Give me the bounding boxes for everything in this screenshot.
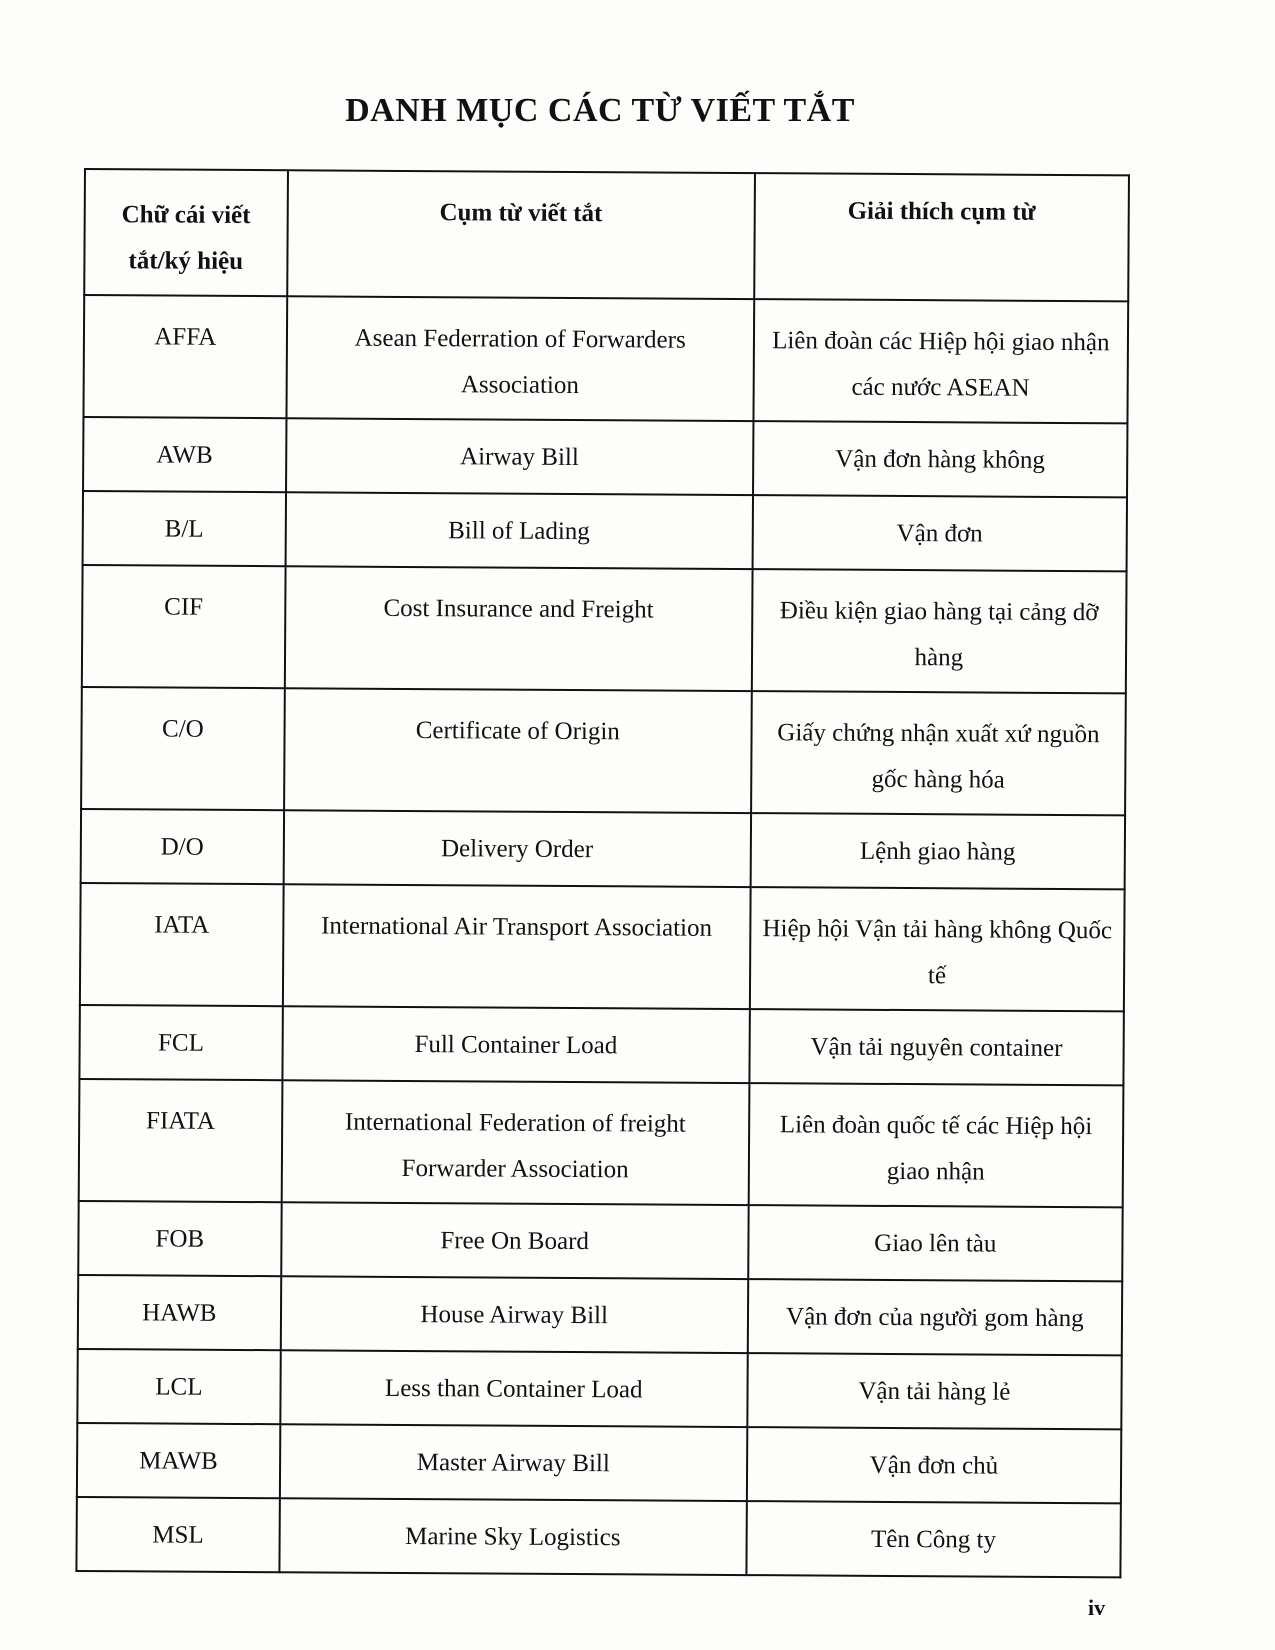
table-row bbox=[77, 1349, 1121, 1429]
phrase-cell: International Federation of freight Forwarder Association bbox=[281, 1080, 749, 1205]
page-number: iv bbox=[1088, 1595, 1106, 1620]
abbr-cell: AWB bbox=[83, 417, 286, 492]
abbr-cell: B/L bbox=[83, 491, 286, 566]
meaning-cell: Điều kiện giao hàng tại cảng dỡ hàng bbox=[752, 569, 1127, 693]
table-row bbox=[81, 809, 1125, 889]
abbr-cell: D/O bbox=[81, 809, 284, 884]
meaning-cell: Vận tải nguyên container bbox=[749, 1009, 1124, 1085]
table-row bbox=[83, 491, 1127, 571]
phrase-cell: Less than Container Load bbox=[280, 1350, 748, 1427]
meaning-cell: Giao lên tàu bbox=[748, 1205, 1123, 1281]
phrase-cell: Free On Board bbox=[281, 1202, 749, 1279]
meaning-cell: Vận đơn của người gom hàng bbox=[748, 1279, 1123, 1355]
abbr-cell: AFFA bbox=[83, 295, 286, 418]
abbr-cell: FCL bbox=[79, 1005, 282, 1080]
abbr-cell: FIATA bbox=[79, 1079, 282, 1202]
table-row bbox=[83, 295, 1128, 423]
table-row bbox=[76, 1497, 1120, 1577]
abbreviation-table bbox=[75, 168, 1130, 1578]
phrase-cell: International Air Transport Association bbox=[283, 884, 751, 1009]
phrase-cell: Certificate of Origin bbox=[284, 688, 752, 813]
table-row bbox=[78, 1201, 1122, 1281]
table-row bbox=[80, 883, 1125, 1011]
abbr-cell: HAWB bbox=[78, 1275, 281, 1350]
table-row bbox=[79, 1079, 1124, 1207]
abbr-cell: IATA bbox=[80, 883, 283, 1006]
table-header-row bbox=[84, 169, 1129, 301]
meaning-cell: Liên đoàn các Hiệp hội giao nhận các nước ASEAN bbox=[753, 299, 1128, 423]
abbr-cell: C/O bbox=[81, 687, 284, 810]
phrase-cell: House Airway Bill bbox=[280, 1276, 748, 1353]
table-row bbox=[79, 1005, 1123, 1085]
meaning-cell: Tên Công ty bbox=[746, 1501, 1121, 1577]
meaning-cell: Vận tải hàng lẻ bbox=[747, 1353, 1122, 1429]
abbr-cell: LCL bbox=[77, 1349, 280, 1424]
meaning-cell: Hiệp hội Vận tải hàng không Quốc tế bbox=[750, 887, 1125, 1011]
phrase-cell: Bill of Lading bbox=[285, 492, 753, 569]
table-row bbox=[81, 687, 1126, 815]
page-title: DANH MỤC CÁC TỪ VIẾT TẮT bbox=[345, 92, 855, 129]
meaning-cell: Vận đơn hàng không bbox=[753, 421, 1128, 497]
phrase-cell: Airway Bill bbox=[286, 418, 754, 495]
table-row bbox=[82, 565, 1127, 693]
table-row bbox=[78, 1275, 1122, 1355]
abbr-cell: FOB bbox=[78, 1201, 281, 1276]
phrase-cell: Full Container Load bbox=[282, 1006, 750, 1083]
header-meaning: Giải thích cụm từ bbox=[754, 173, 1129, 301]
meaning-cell: Vận đơn chủ bbox=[747, 1427, 1122, 1503]
header-abbr: Chữ cái viết tắt/ký hiệu bbox=[84, 169, 287, 296]
table-row bbox=[77, 1423, 1121, 1503]
header-phrase: Cụm từ viết tắt bbox=[287, 170, 755, 299]
abbr-cell: MAWB bbox=[77, 1423, 280, 1498]
phrase-cell: Marine Sky Logistics bbox=[279, 1498, 747, 1575]
abbr-cell: MSL bbox=[76, 1497, 279, 1572]
phrase-cell: Cost Insurance and Freight bbox=[285, 566, 753, 691]
phrase-cell: Delivery Order bbox=[283, 810, 751, 887]
meaning-cell: Vận đơn bbox=[752, 495, 1127, 571]
meaning-cell: Liên đoàn quốc tế các Hiệp hội giao nhận bbox=[748, 1083, 1123, 1207]
phrase-cell: Master Airway Bill bbox=[280, 1424, 748, 1501]
phrase-cell: Asean Federration of Forwarders Association bbox=[286, 296, 754, 421]
meaning-cell: Lệnh giao hàng bbox=[750, 813, 1125, 889]
abbr-cell: CIF bbox=[82, 565, 285, 688]
meaning-cell: Giấy chứng nhận xuất xứ nguồn gốc hàng hóa bbox=[751, 691, 1126, 815]
table-row bbox=[83, 417, 1127, 497]
